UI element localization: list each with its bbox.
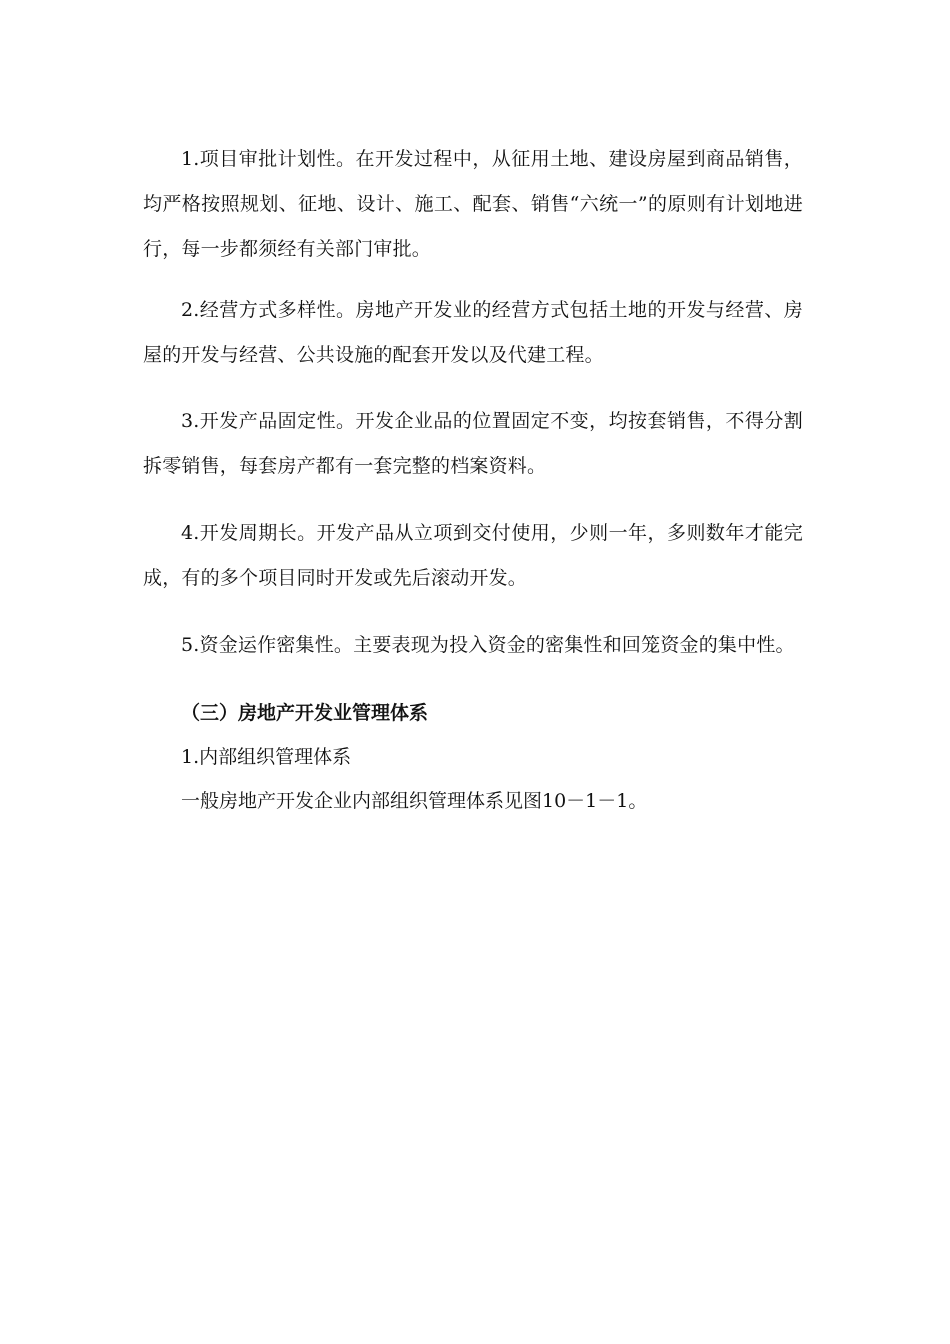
paragraph-1-block [143, 137, 803, 272]
subheading: 1.内部组织管理体系 [181, 746, 352, 768]
paragraph-4: 4.开发周期长。开发产品从立项到交付使用，少则一年，多则数年才能完成，有的多个项目同时开发或先后滚动开发。 [143, 522, 803, 589]
paragraph-1: 1.项目审批计划性。在开发过程中，从征用土地、建设房屋到商品销售，均严格按照规划、征地、设计、施工、配套、销售“六统一”的原则有计划地进行，每一步都须经有关部门审批。 [143, 148, 803, 260]
paragraph-2-block [143, 288, 803, 378]
paragraph-4-block [143, 511, 803, 601]
paragraph-2: 2.经营方式多样性。房地产开发业的经营方式包括土地的开发与经营、房屋的开发与经营、公共设施的配套开发以及代建工程。 [143, 299, 803, 366]
paragraph-3: 3.开发产品固定性。开发企业品的位置固定不变，均按套销售，不得分割拆零销售，每套房产都有一套完整的档案资料。 [143, 410, 803, 477]
section-heading: （三）房地产开发业管理体系 [181, 702, 429, 724]
paragraph-5-block [143, 623, 803, 668]
paragraph-5: 5.资金运作密集性。主要表现为投入资金的密集性和回笼资金的集中性。 [181, 634, 795, 656]
paragraph-3-block [143, 399, 803, 489]
closing-line: 一般房地产开发企业内部组织管理体系见图10－1－1。 [181, 790, 648, 812]
